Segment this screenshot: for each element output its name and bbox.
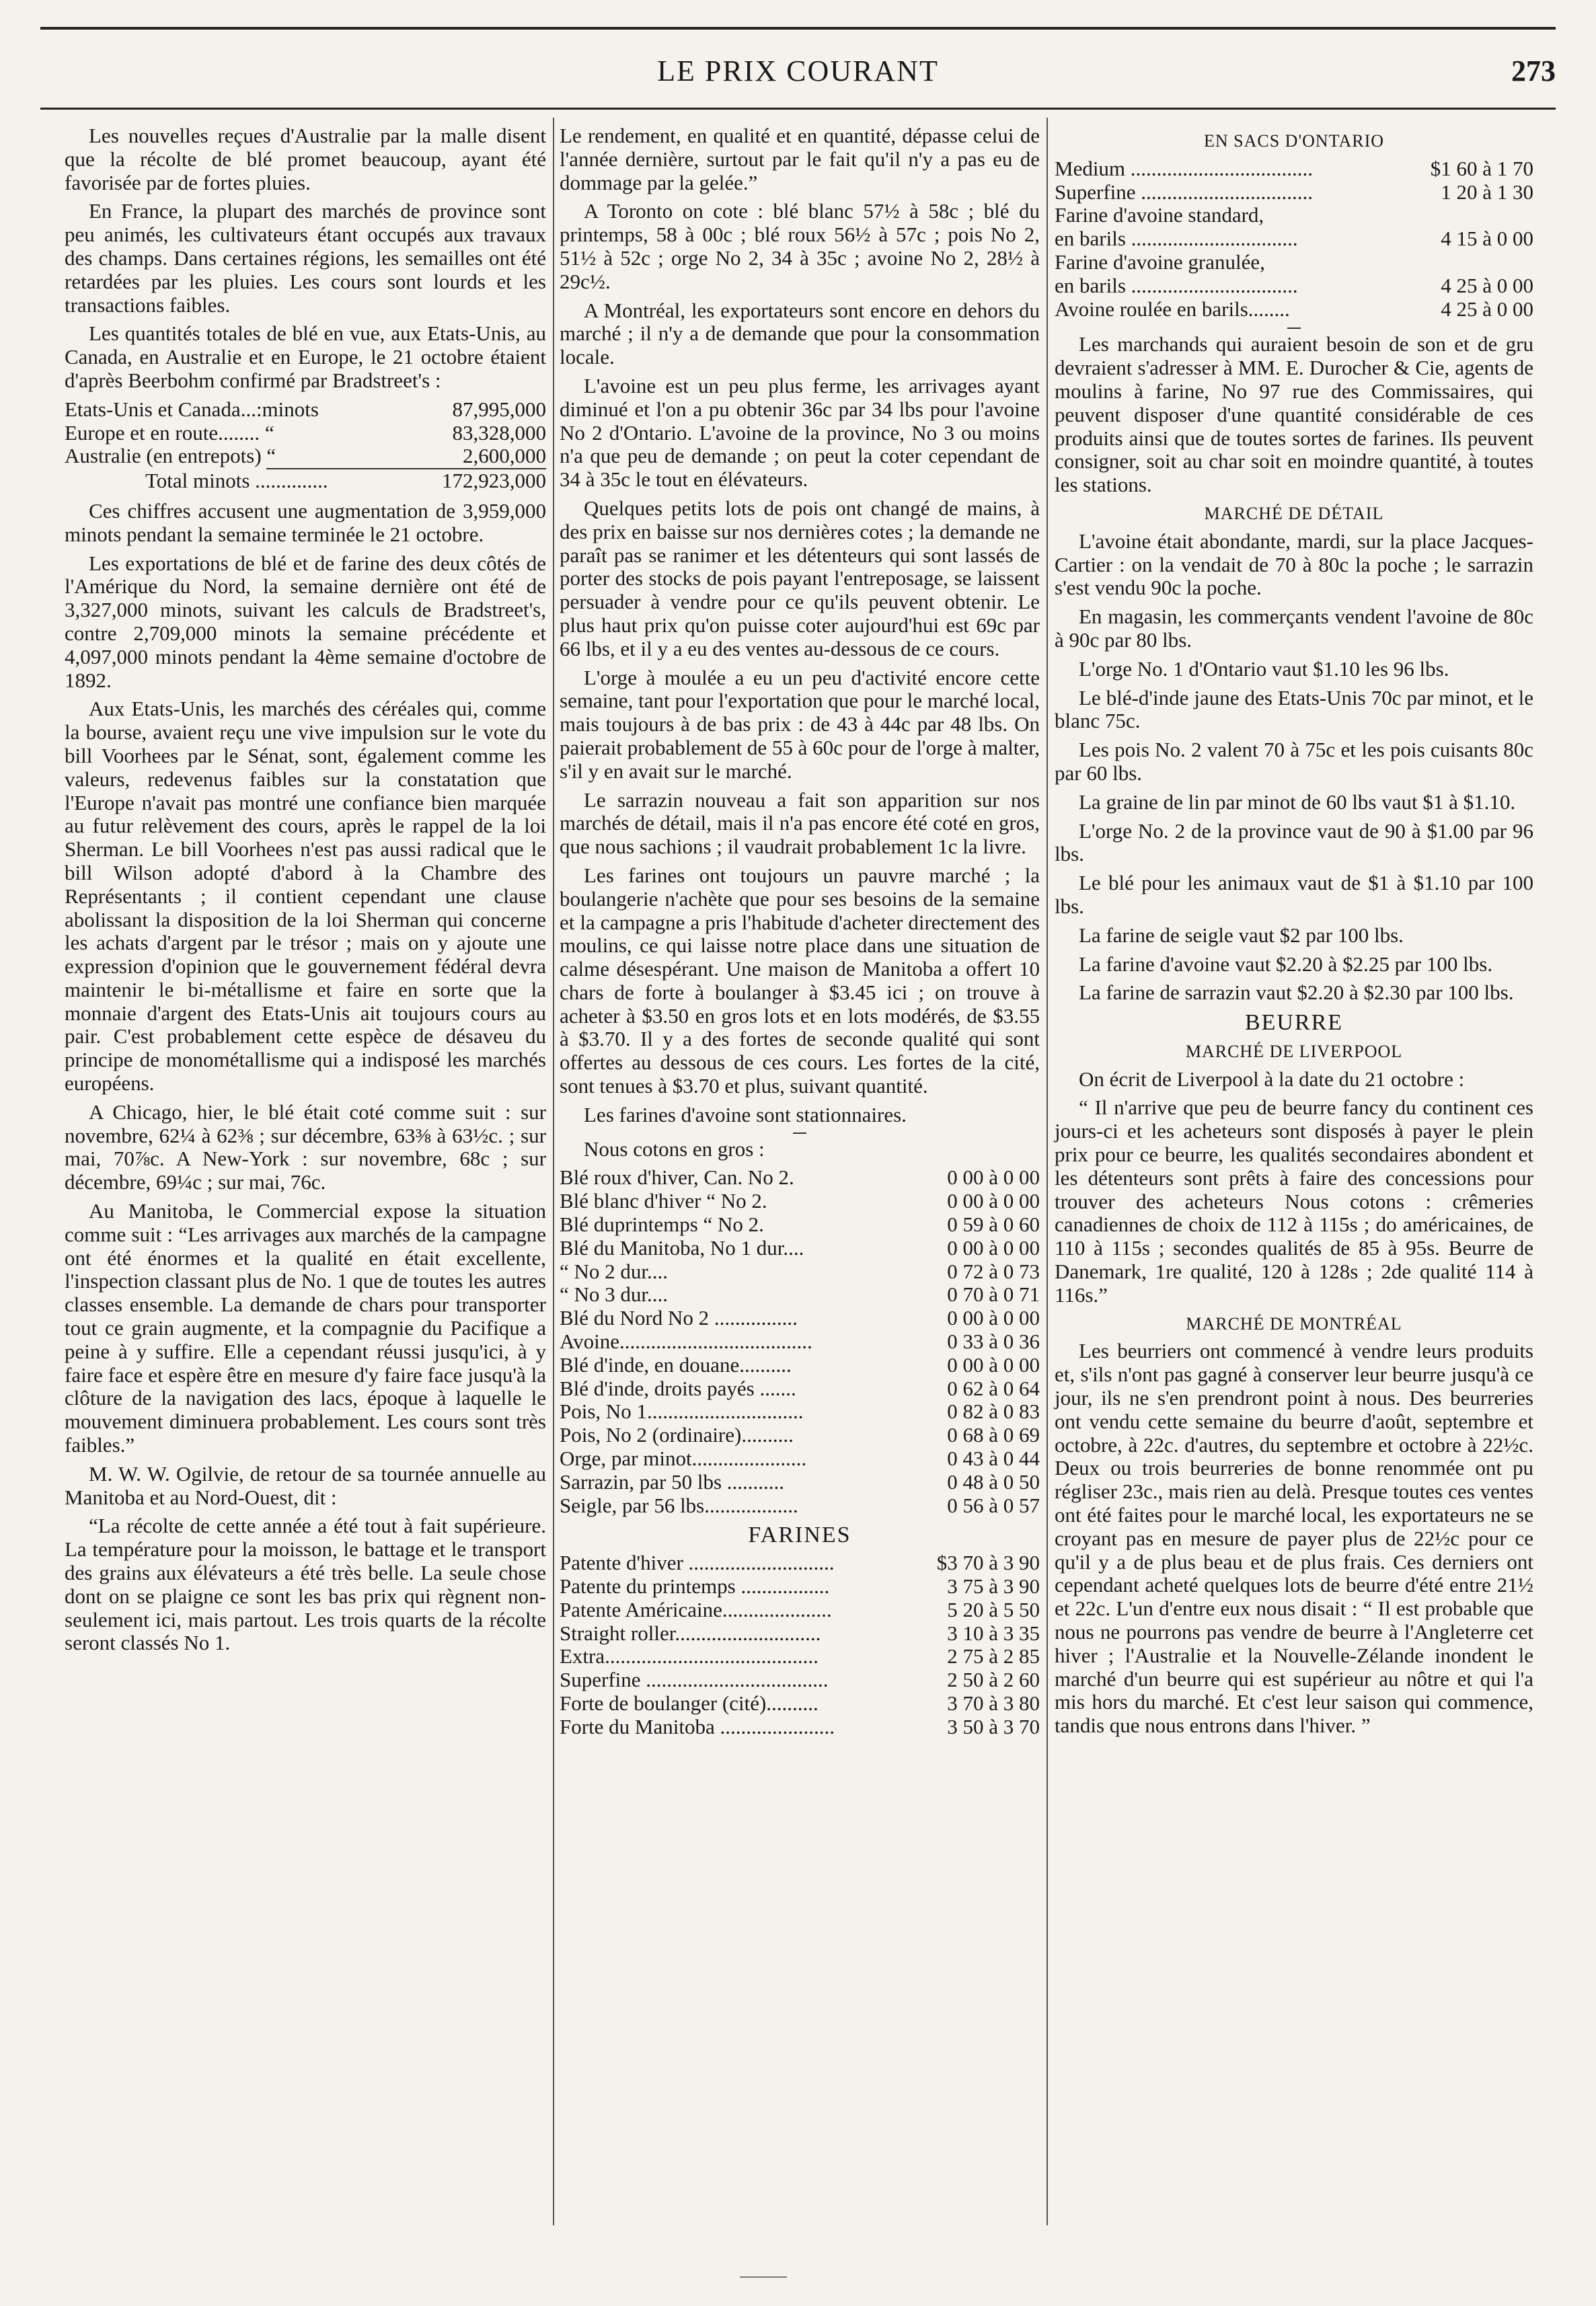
table-row: Pois, No 2 (ordinaire).......... 0 68 à 0 69: [560, 1423, 1040, 1447]
table-row: Extra......................................... 2 75 à 2 85: [560, 1644, 1040, 1668]
column-divider: [553, 118, 554, 2225]
section-divider: [793, 1132, 806, 1134]
paragraph: A Toronto on cote : blé blanc 57½ à 58c ; blé du printemps, 58 à 00c ; blé roux 56½ à 57c ; pois No 2, 51½ à 52c ; orge No 2, 34 à 35c ; avoine No 2, 28½ à 29c½.: [560, 199, 1040, 293]
paragraph: A Chicago, hier, le blé était coté comme suit : sur novembre, 62¼ à 62⅜ ; sur décembre, 63⅜ à 63½c. ; sur mai, 70⅞c. A New-York : sur novembre, 68c ; sur décembre, 69¼c ; sur mai, 76c.: [65, 1100, 546, 1194]
paragraph: A Montréal, les exportateurs sont encore en dehors du marché ; il n'y a de demande que pour la consommation locale.: [560, 298, 1040, 369]
table-row: Blé blanc d'hiver “ No 2. 0 00 à 0 00: [560, 1189, 1040, 1213]
wheat-stats-table: [65, 398, 546, 493]
page-header: [40, 47, 1556, 94]
table-row: Patente du printemps ................. 3 75 à 3 90: [560, 1574, 1040, 1599]
paragraph: Les quantités totales de blé en vue, aux Etats-Unis, au Canada, en Australie et en Europe, le 21 octobre étaient d'après Beerbohm confirmé par Bradstreet's :: [65, 321, 546, 392]
paragraph: Les farines ont toujours un pauvre marché ; la boulangerie n'achète que pour ses besoins de la semaine et la campagne a pris l'habitude d'acheter directement des moulins, ce qui laisse notre place dans une situation de calme désespérant. Une maison de Manitoba a offert 10 chars de forte à boulanger à $3.45 ici ; on trouve à acheter à $3.50 en gros lots et en lots modérés, de $3.55 à $3.70. Il y a des fortes de seconde qualité qui sont offertes au dessous de ces cours. Les fortes de la cité, sont tenues à $3.70 et plus, suivant quantité.: [560, 863, 1040, 1098]
section-divider: [1287, 328, 1301, 329]
paragraph: Le sarrazin nouveau a fait son apparition sur nos marchés de détail, mais il n'a pas encore été coté en gros, que nous sachions ; il vaudrait probablement 1c la livre.: [560, 787, 1040, 859]
paragraph: La farine d'avoine vaut $2.20 à $2.25 par 100 lbs.: [1079, 952, 1493, 976]
paragraph: On écrit de Liverpool à la date du 21 octobre :: [1079, 1067, 1465, 1091]
ontario-price-table: [1055, 157, 1533, 321]
table-row: Medium ................................... $1 60 à 1 70: [1055, 156, 1533, 180]
table-row: Blé roux d'hiver, Can. No 2. 0 00 à 0 00: [560, 1165, 1040, 1190]
paragraph: Le rendement, en qualité et en quantité, dépasse celui de l'année dernière, surtout par le fait qu'il n'y a pas eu de dommage par la gelée.”: [560, 124, 1040, 194]
table-row: Etats-Unis et Canada...:minots 87,995,000: [65, 397, 546, 421]
paragraph: Le blé pour les animaux vaut de $1 à $1.10 par 100 lbs.: [1055, 871, 1533, 918]
section-heading-ontario: EN SACS D'ONTARIO: [1203, 131, 1385, 151]
flour-price-table: [560, 1551, 1040, 1738]
section-heading-farines: FARINES: [748, 1523, 851, 1548]
paragraph: L'avoine est un peu plus ferme, les arrivages ayant diminué et l'on a pu obtenir 36c par 34 lbs pour l'avoine No 2 d'Ontario. L'avoine de la province, No 3 ou moins n'a que peu de demande ; on peut la coter cependant de 34 à 35c le tout en élévateurs.: [560, 373, 1040, 492]
footer-mark: [740, 2276, 787, 2278]
paragraph: Les exportations de blé et de farine des deux côtés de l'Amérique du Nord, la semaine dernière ont été de 3,327,000 minots, suivant les calculs de Bradstreet's, contre 2,709,000 minots la semaine précédente et 4,097,000 minots pendant la 4ème semaine d'octobre de 1892.: [65, 551, 546, 692]
table-row: Farine d'avoine standard,: [1055, 204, 1264, 227]
table-row: Avoine roulée en barils........ 4 25 à 0 00: [1055, 297, 1533, 321]
table-row: Superfine ................................... 2 50 à 2 60: [560, 1668, 1040, 1692]
paragraph: Les marchands qui auraient besoin de son et de gru devraient s'adresser à MM. E. Durocher & Cie, agents de moulins à farine, No 97 rue des Commissaires, qui peuvent disposer d'une quantité considérable de ces produits ainsi que de toutes sortes de farines. Ils peuvent consigner, soit au char soit en moindre quantité, à toutes les stations.: [1055, 332, 1533, 497]
table-row: Forte du Manitoba ...................... 3 50 à 3 70: [560, 1714, 1040, 1738]
paragraph: Les nouvelles reçues d'Australie par la malle disent que la récolte de blé promet beaucoup, ayant été favorisée par de fortes pluies.: [65, 124, 546, 194]
table-row: Blé d'inde, en douane.......... 0 00 à 0 00: [560, 1352, 1040, 1377]
paragraph: En France, la plupart des marchés de province sont peu animés, les cultivateurs étant occupés aux travaux des champs. Dans certaines régions, les semailles ont été retardées par les pluies. Les cours sont lourds et les transactions faibles.: [65, 199, 546, 317]
table-row: en barils ................................ 4 25 à 0 00: [1055, 273, 1533, 297]
grain-price-table: [560, 1166, 1040, 1517]
column-2: [560, 124, 1040, 1746]
paragraph: Quelques petits lots de pois ont changé de mains, à des prix en baisse sur nos dernières cotes ; la demande ne paraît pas se ranimer et les détenteurs qui sont lassés de porter des stocks de pois payant l'entreposage, se laissent persuader à vendre pour ce qu'ils peuvent obtenir. Le plus haut prix qu'on puisse coter aujourd'hui est 69c par 66 lbs, et il y a eu des ventes au-dessous de ce cours.: [560, 496, 1040, 660]
table-row: Forte de boulanger (cité).......... 3 70 à 3 80: [560, 1691, 1040, 1715]
paragraph: M. W. W. Ogilvie, de retour de sa tournée annuelle au Manitoba et au Nord-Ouest, dit :: [65, 1461, 546, 1509]
paragraph: Les farines d'avoine sont stationnaires.: [584, 1102, 907, 1126]
paragraph: L'orge No. 2 de la province vaut de 90 à $1.00 par 96 lbs.: [1055, 818, 1533, 866]
section-heading-beurre: BEURRE: [1244, 1010, 1344, 1036]
column-1: [65, 124, 546, 1660]
table-row: Patente Américaine..................... 5 20 à 5 50: [560, 1597, 1040, 1621]
column-3: [1055, 124, 1533, 1743]
paragraph: Ces chiffres accusent une augmentation de 3,959,000 minots pendant la semaine terminée le 21 octobre.: [65, 498, 546, 546]
column-divider: [1047, 118, 1048, 2225]
section-intro: Nous cotons en gros :: [584, 1137, 765, 1161]
table-row: Sarrazin, par 50 lbs ........... 0 48 à 0 50: [560, 1469, 1040, 1494]
paragraph: Les beurriers ont commencé à vendre leurs produits et, s'ils n'ont pas gagné à conserver leur beurre jusqu'à ce jour, ils ne s'en prendront point à nous. Des beurreries ont vendu cette semaine du beurre d'août, septembre et octobre, à 22c. d'autres, du septembre et octobre à 22½c. Deux ou trois beurreries de bonne renommée ont pu régliser 23c., mais rien au delà. Presque toutes ces ventes ont été faites pour le marché local, les exportateurs ne se croyant pas en mesure de payer plus de 22½c pour ce qu'il y a de plus beau et de plus frais. Ces derniers ont cependant acheté quelques lots de beurre d'été entre 21½ et 22c. L'un d'entre eux nous disait : “ Il est probable que nous ne pourrons pas vendre de beurre à l'Angleterre cet hiver ; l'Australie et la Nouvelle-Zélande inondent le marché d'un beurre qui est supérieur au nôtre et qui l'a mis hors du marché. Et c'est leur saison qui commence, tandis que nous entrons dans l'hiver. ”: [1055, 1339, 1533, 1738]
total-row: Total minots .............. 172,923,000: [145, 469, 546, 493]
paragraph: Le blé-d'inde jaune des Etats-Unis 70c par minot, et le blanc 75c.: [1055, 685, 1533, 733]
section-heading-detail: MARCHÉ DE DÉTAIL: [1204, 503, 1384, 523]
header-rule: [40, 108, 1556, 110]
table-row: “ No 2 dur.... 0 72 à 0 73: [560, 1259, 1040, 1283]
table-row: Farine d'avoine granulée,: [1055, 250, 1265, 274]
paragraph: L'orge à moulée a eu un peu d'activité encore cette semaine, tant pour l'exportation que pour le marché local, mais toujours à de bas prix : de 43 à 44c par 48 lbs. On paierait probablement de 55 à 60c pour de l'orge à malter, s'il y en avait sur le marché.: [560, 665, 1040, 783]
paragraph: “La récolte de cette année a été tout à fait supérieure. La température pour la moisson, le battage et le transport des grains aux élévateurs a été très belle. La seule chose dont on se plaigne ce sont les bas prix qui règnent non-seulement ici, mais partout. Les trois quarts de la récolte seront classés No 1.: [65, 1514, 546, 1655]
table-row: Seigle, par 56 lbs.................. 0 56 à 0 57: [560, 1493, 1040, 1517]
table-row: Blé d'inde, droits payés ....... 0 62 à 0 64: [560, 1376, 1040, 1400]
table-row: Avoine..................................... 0 33 à 0 36: [560, 1330, 1040, 1354]
paragraph: Aux Etats-Unis, les marchés des céréales qui, comme la bourse, avaient reçu une vive impulsion sur le vote du bill Voorhees par le Sénat, sont, également comme les valeurs, redevenus faibles sur la constatation que l'Europe n'avait pas montré une confiance bien marquée au futur relèvement des cours, après le rappel de la loi Sherman. Le bill Voorhees n'est pas aussi radical que le bill Wilson adopté d'abord à la Chambre des Représentants ; il contient cependant une clause abolissant la disposition de la loi Sherman qui concerne les achats d'argent par le trésor ; mais on y ajoute une expression d'opinion que le gouvernement fédéral devra maintenir le bi-métallisme et faire en sorte que la monnaie d'argent des Etats-Unis ait toujours cours au pair. C'est probablement cette espèce de désaveu du principe de monométallisme qui a indisposé les marchés européens.: [65, 697, 546, 1096]
table-row: Blé du Nord No 2 ................ 0 00 à 0 00: [560, 1306, 1040, 1330]
paragraph: L'avoine était abondante, mardi, sur la place Jacques-Cartier : on la vendait de 70 à 80c la poche ; le sarrazin s'est vendu 90c la poche.: [1055, 529, 1533, 600]
paragraph: Au Manitoba, le Commercial expose la situation comme suit : “Les arrivages aux marchés de la campagne ont été énormes et la qualité en était excellente, l'inspection classant plus de No. 1 que de toutes les autres classes ensemble. La demande de chars pour transporter tout ce grain augmente, et la compagnie du Pacifique a peine à y suffire. Elle a cependant réussi jusqu'ici, à y faire face et espère être en mesure d'y faire face jusqu'à la clôture de la navigation des lacs, époque à laquelle le mouvement diminuera probablement. Les cours sont très faibles.”: [65, 1199, 546, 1457]
table-row: Blé du Manitoba, No 1 dur.... 0 00 à 0 00: [560, 1235, 1040, 1260]
paragraph: La farine de seigle vaut $2 par 100 lbs.: [1079, 923, 1404, 947]
table-row: Orge, par minot...................... 0 43 à 0 44: [560, 1447, 1040, 1471]
page-title: LE PRIX COURANT: [657, 54, 939, 87]
table-row: Straight roller............................ 3 10 à 3 35: [560, 1621, 1040, 1645]
top-rule: [40, 27, 1556, 30]
section-heading-montreal: MARCHÉ DE MONTRÉAL: [1186, 1313, 1402, 1334]
paragraph: L'orge No. 1 d'Ontario vaut $1.10 les 96 lbs.: [1079, 656, 1449, 681]
paragraph: Les pois No. 2 valent 70 à 75c et les pois cuisants 80c par 60 lbs.: [1055, 738, 1533, 785]
table-row: en barils ................................ 4 15 à 0 00: [1055, 227, 1533, 251]
table-row: Pois, No 1.............................. 0 82 à 0 83: [560, 1399, 1040, 1424]
table-row: “ No 3 dur.... 0 70 à 0 71: [560, 1282, 1040, 1307]
table-row: Australie (en entrepots) “ 2,600,000: [65, 444, 546, 468]
paragraph: “ Il n'arrive que peu de beurre fancy du continent ces jours-ci et les acheteurs sont disposés à payer le plein prix pour ce beurre, les qualités secondaires abondent et les détenteurs sont prêts à faire des concessions pour trouver des acheteurs Nous cotons : crêmeries canadiennes de choix de 112 à 115s ; do américaines, de 110 à 115s ; secondes qualités de 85 à 95s. Beurre de Danemark, 1re qualité, 120 à 128s ; 2de qualité 114 à 116s.”: [1055, 1096, 1533, 1307]
table-row: Europe et en route........ “ 83,328,000: [65, 420, 546, 445]
paragraph: La farine de sarrazin vaut $2.20 à $2.30 par 100 lbs.: [1079, 981, 1514, 1005]
page-number: 273: [1511, 54, 1556, 87]
table-row: Patente d'hiver ............................ $3 70 à 3 90: [560, 1551, 1040, 1575]
paragraph: En magasin, les commerçants vendent l'avoine de 80c à 90c par 80 lbs.: [1055, 605, 1533, 652]
paragraph: La graine de lin par minot de 60 lbs vaut $1 à $1.10.: [1079, 790, 1516, 814]
table-row: Superfine ................................. 1 20 à 1 30: [1055, 180, 1533, 204]
section-heading-liverpool: MARCHÉ DE LIVERPOOL: [1185, 1041, 1403, 1061]
table-row: Blé duprintemps “ No 2. 0 59 à 0 60: [560, 1213, 1040, 1237]
